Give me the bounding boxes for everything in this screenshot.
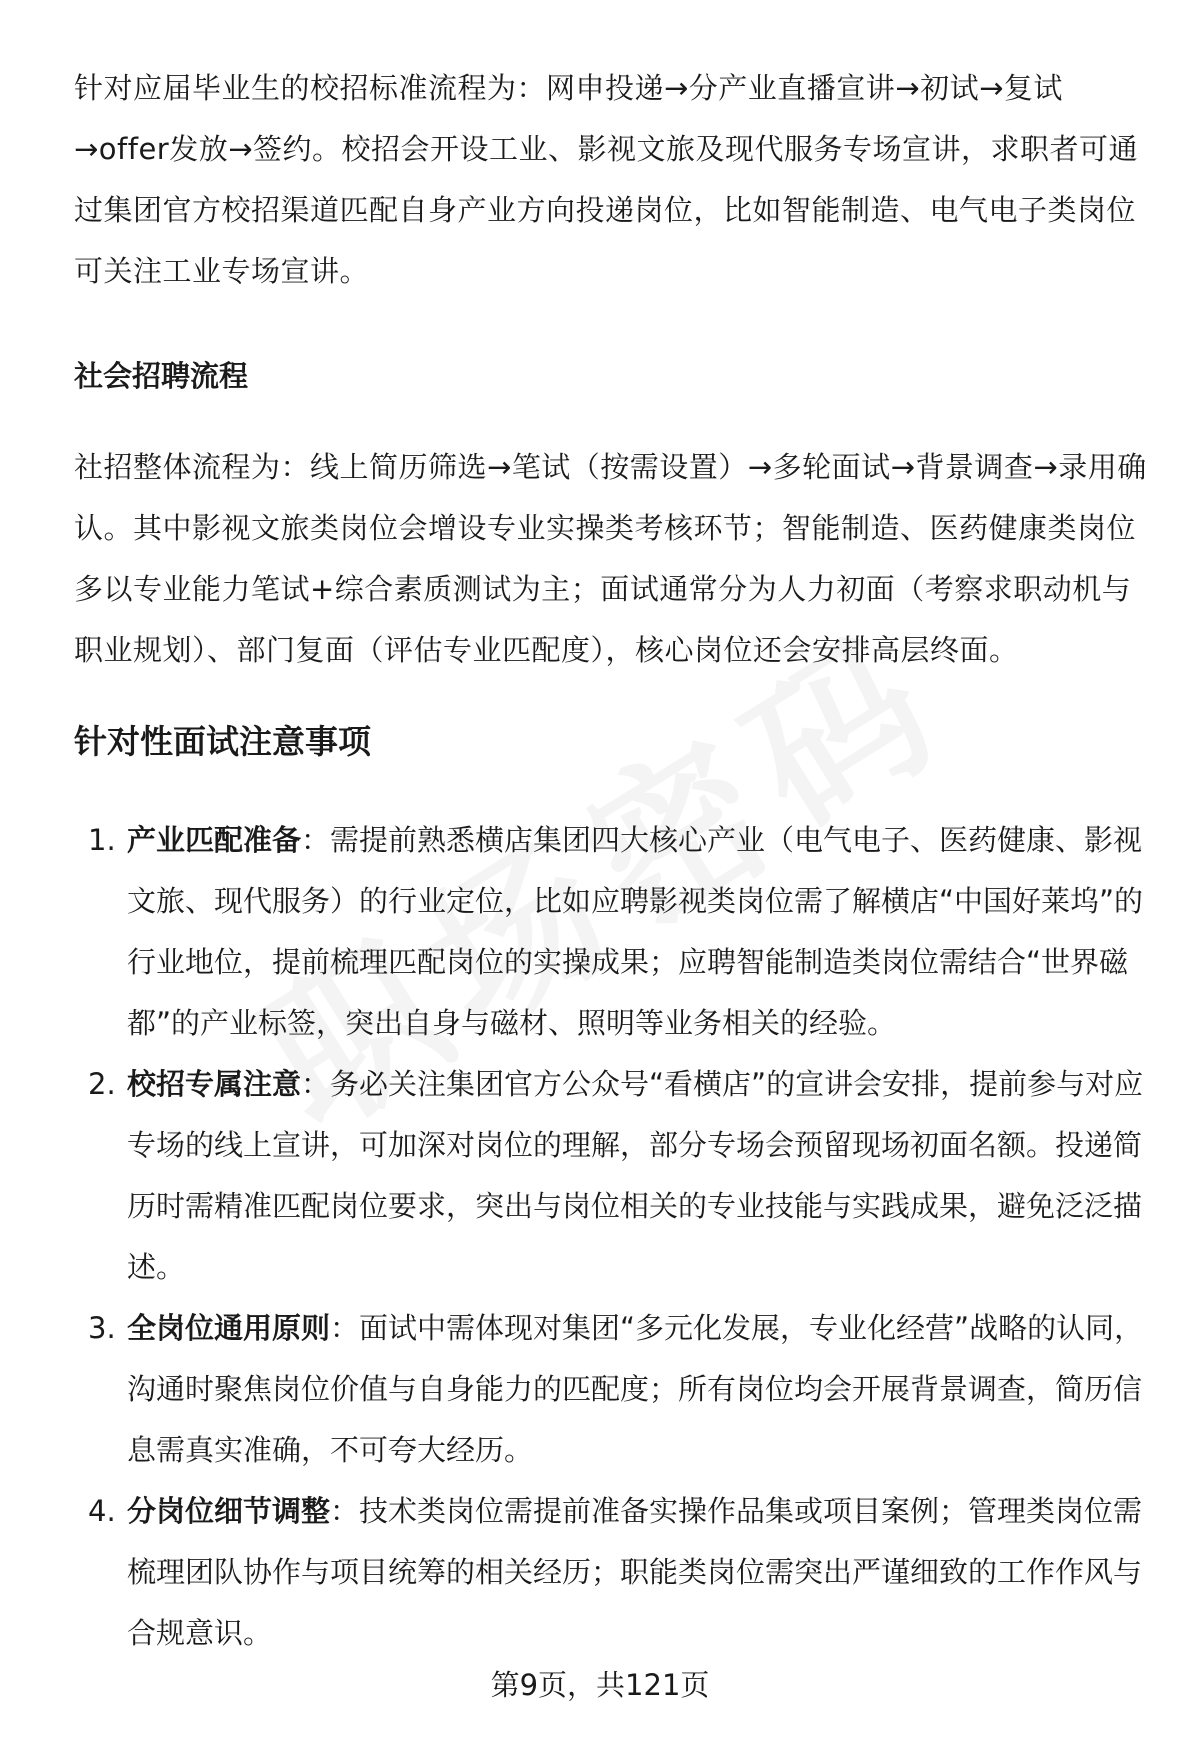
list-item [74, 1054, 1154, 1298]
page-number-footer: 第9页，共121页 [490, 1668, 710, 1702]
item-title: 校招专属注意 [127, 1067, 302, 1101]
intro-paragraph: 针对应届毕业生的校招标准流程为：网申投递→分产业直播宣讲→初试→复试→offer发放→签约。校招会开设工业、影视文旅及现代服务专场宣讲，求职者可通过集团官方校招渠道匹配自身产业方向投递岗位，比如智能制造、电气电子类岗位可关注工业专场宣讲。 [74, 71, 1139, 288]
social-recruitment-heading: 社会招聘流程 [74, 359, 249, 393]
interview-notes-list [74, 810, 1154, 1664]
interview-notes-heading: 针对性面试注意事项 [74, 722, 371, 761]
item-number: 4. [88, 1494, 116, 1528]
item-title: 产业匹配准备 [127, 823, 302, 857]
item-text: ：需提前熟悉横店集团四大核心产业（电气电子、医药健康、影视文旅、现代服务）的行业定位，比如应聘影视类岗位需了解横店“中国好莱坞”的行业地位，提前梳理匹配岗位的实操成果；应聘智能制造类岗位需结合“世界磁都”的产业标签，突出自身与磁材、照明等业务相关的经验。 [127, 823, 1144, 1040]
list-item [74, 810, 1154, 1054]
document-page [74, 58, 1154, 1664]
item-number: 2. [88, 1067, 116, 1101]
item-number: 3. [88, 1311, 116, 1345]
item-text: ：面试中需体现对集团“多元化发展，专业化经营”战略的认同，沟通时聚焦岗位价值与自身能力的匹配度；所有岗位均会开展背景调查，简历信息需真实准确，不可夸大经历。 [127, 1311, 1144, 1467]
list-item [74, 1481, 1154, 1664]
item-title: 分岗位细节调整 [127, 1494, 331, 1528]
item-text: ：务必关注集团官方公众号“看横店”的宣讲会安排，提前参与对应专场的线上宣讲，可加深对岗位的理解，部分专场会预留现场初面名额。投递简历时需精准匹配岗位要求，突出与岗位相关的专业技能与实践成果，避免泛泛描述。 [127, 1067, 1144, 1284]
item-title: 全岗位通用原则 [127, 1311, 331, 1345]
list-item [74, 1298, 1154, 1481]
item-text: ：技术类岗位需提前准备实操作品集或项目案例；管理类岗位需梳理团队协作与项目统筹的相关经历；职能类岗位需突出严谨细致的工作作风与合规意识。 [127, 1494, 1143, 1650]
social-recruitment-paragraph: 社招整体流程为：线上简历筛选→笔试（按需设置）→多轮面试→背景调查→录用确认。其中影视文旅类岗位会增设专业实操类考核环节；智能制造、医药健康类岗位多以专业能力笔试+综合素质测试为主；面试通常分为人力初面（考察求职动机与职业规划）、部门复面（评估专业匹配度），核心岗位还会安排高层终面。 [74, 450, 1147, 667]
item-number: 1. [88, 823, 116, 857]
